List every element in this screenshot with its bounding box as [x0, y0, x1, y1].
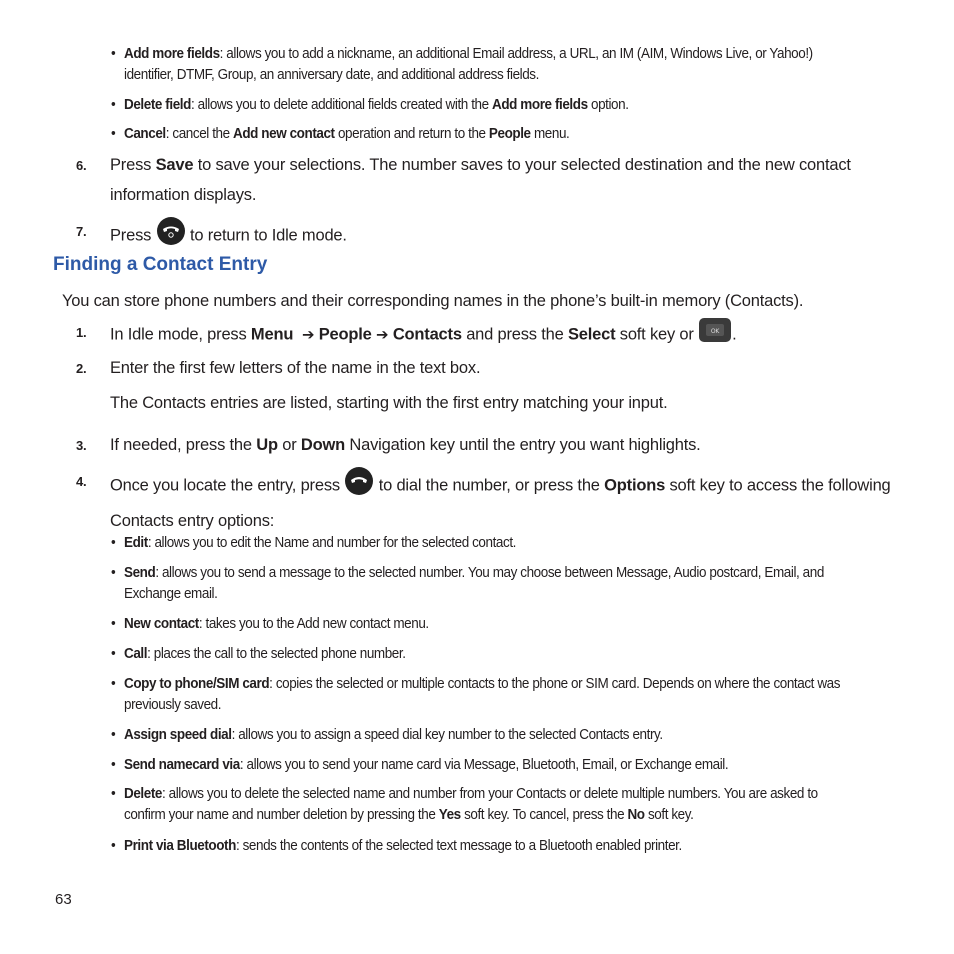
step-number: 3. — [76, 438, 87, 453]
step-4 — [76, 466, 926, 536]
bullet: • — [111, 126, 116, 142]
option-edit — [111, 533, 855, 554]
option-description: : sends the contents of the selected text message to a Bluetooth enabled printer. — [235, 838, 682, 854]
bullet: • — [111, 535, 116, 551]
bullet: • — [111, 565, 116, 581]
page-number: 63 — [55, 891, 72, 908]
option-description: : allows you to add a nickname, an additional Email address, a URL, an IM (AIM, Windows Live, or Yahoo!) identifier, DTMF, Group, an anniversary date, and additional address fields. — [124, 46, 813, 83]
step-text: and press the — [461, 325, 568, 344]
option-description: soft key. To cancel, press the — [460, 807, 628, 823]
key-name: Up — [256, 436, 278, 454]
option-delete-field — [111, 95, 855, 116]
option-call — [111, 644, 855, 665]
option-term: Print via Bluetooth — [124, 838, 236, 854]
bullet: • — [111, 786, 116, 802]
bullet: • — [111, 97, 116, 113]
menu-name: Contacts — [392, 325, 462, 344]
step-text: Navigation key until the entry you want highlights. — [345, 436, 701, 454]
option-term: Assign speed dial — [124, 727, 232, 743]
option-term: Delete field — [124, 97, 191, 113]
option-description: : cancel the — [165, 126, 234, 142]
key-name: Save — [155, 156, 194, 174]
step-text: If needed, press the — [110, 436, 257, 454]
step-number: 4. — [76, 474, 87, 489]
option-description: : allows you to delete the selected name and number from your Contacts or delete multiple numbers. You are asked to confirm your name and number deletion by pressing the — [124, 786, 818, 823]
bullet: • — [111, 676, 116, 692]
menu-name: Menu — [250, 325, 294, 344]
step-text: . — [732, 325, 737, 344]
option-reference: People — [488, 126, 531, 142]
step-3 — [76, 430, 926, 460]
option-assign-speed-dial — [111, 725, 855, 746]
step-text: soft key or — [615, 325, 699, 344]
option-cancel — [111, 124, 855, 145]
ok-key-icon — [698, 317, 732, 353]
bullet: • — [111, 727, 116, 743]
step-text: Enter the first few letters of the name in the text box. — [110, 359, 481, 377]
option-delete — [111, 784, 855, 826]
option-description: operation and return to the — [334, 126, 489, 142]
option-new-contact — [111, 614, 855, 635]
step-1 — [76, 317, 926, 353]
option-term: Send namecard via — [124, 757, 240, 773]
step-6 — [76, 150, 926, 210]
option-description: : places the call to the selected phone number. — [147, 646, 406, 662]
bullet: • — [111, 46, 116, 62]
option-term: Delete — [124, 786, 162, 802]
step-text: to return to Idle mode. — [189, 226, 347, 245]
option-term: Add more fields — [124, 46, 220, 62]
step-text: In Idle mode, press — [110, 325, 251, 344]
arrow-icon: ➔ — [301, 326, 315, 344]
send-key-icon — [344, 466, 374, 506]
option-copy-to-phone-sim — [111, 674, 855, 716]
step-text: to save your selections. The number saves to your selected destination and the new contact information displays. — [110, 156, 851, 204]
key-name: Yes — [438, 807, 461, 823]
step-number: 6. — [76, 158, 87, 173]
step-text: to dial the number, or press the — [378, 476, 605, 495]
step-2 — [76, 353, 926, 383]
option-send-namecard — [111, 755, 855, 776]
option-description: soft key. — [644, 807, 694, 823]
ok-key-label: OK — [710, 328, 720, 335]
step-number: 7. — [76, 224, 87, 239]
option-description: option. — [587, 97, 629, 113]
option-description: : allows you to edit the Name and number for the selected contact. — [147, 535, 516, 551]
bullet: • — [111, 646, 116, 662]
option-description: : copies the selected or multiple contacts to the phone or SIM card. Depends on where the contact was previously saved. — [124, 676, 841, 713]
key-name: Down — [300, 436, 345, 454]
step-2-note: The Contacts entries are listed, starting with the first entry matching your input. — [110, 394, 668, 412]
step-text: Press — [110, 226, 156, 245]
bullet: • — [111, 616, 116, 632]
step-7 — [76, 216, 926, 256]
arrow-icon: ➔ — [376, 326, 389, 344]
option-description: : allows you to assign a speed dial key number to the selected Contacts entry. — [231, 727, 663, 743]
step-number: 1. — [76, 325, 87, 340]
key-name: No — [627, 807, 645, 823]
step-text: Once you locate the entry, press — [110, 476, 345, 495]
step-text: Press — [110, 156, 156, 174]
option-description: : takes you to the Add new contact menu. — [198, 616, 429, 632]
menu-name: People — [318, 325, 372, 344]
key-name: Options — [604, 476, 666, 495]
option-description: : allows you to send a message to the selected number. You may choose between Message, Audio postcard, Email, and Exchange email. — [124, 565, 824, 602]
option-term: Edit — [124, 535, 148, 551]
step-number: 2. — [76, 361, 87, 376]
option-term: Send — [124, 565, 156, 581]
bullet: • — [111, 757, 116, 773]
option-term: Call — [124, 646, 148, 662]
option-description: : allows you to send your name card via Message, Bluetooth, Email, or Exchange email. — [239, 757, 729, 773]
end-key-icon — [156, 216, 186, 256]
intro-paragraph: You can store phone numbers and their corresponding names in the phone’s built-in memory (Contacts). — [62, 292, 804, 310]
option-add-more-fields — [111, 44, 855, 86]
option-description: menu. — [530, 126, 570, 142]
step-text: soft key to access the following Contacts entry options: — [110, 476, 891, 530]
option-term: Cancel — [124, 126, 166, 142]
option-send — [111, 563, 855, 605]
option-term: New contact — [124, 616, 199, 632]
option-reference: Add new contact — [233, 126, 335, 142]
step-text: or — [277, 436, 301, 454]
option-description: : allows you to delete additional fields created with the — [190, 97, 493, 113]
section-heading: Finding a Contact Entry — [53, 254, 268, 275]
bullet: • — [111, 838, 116, 854]
option-reference: Add more fields — [492, 97, 588, 113]
option-term: Copy to phone/SIM card — [124, 676, 270, 692]
option-print-via-bluetooth — [111, 836, 855, 857]
key-name: Select — [567, 325, 616, 344]
